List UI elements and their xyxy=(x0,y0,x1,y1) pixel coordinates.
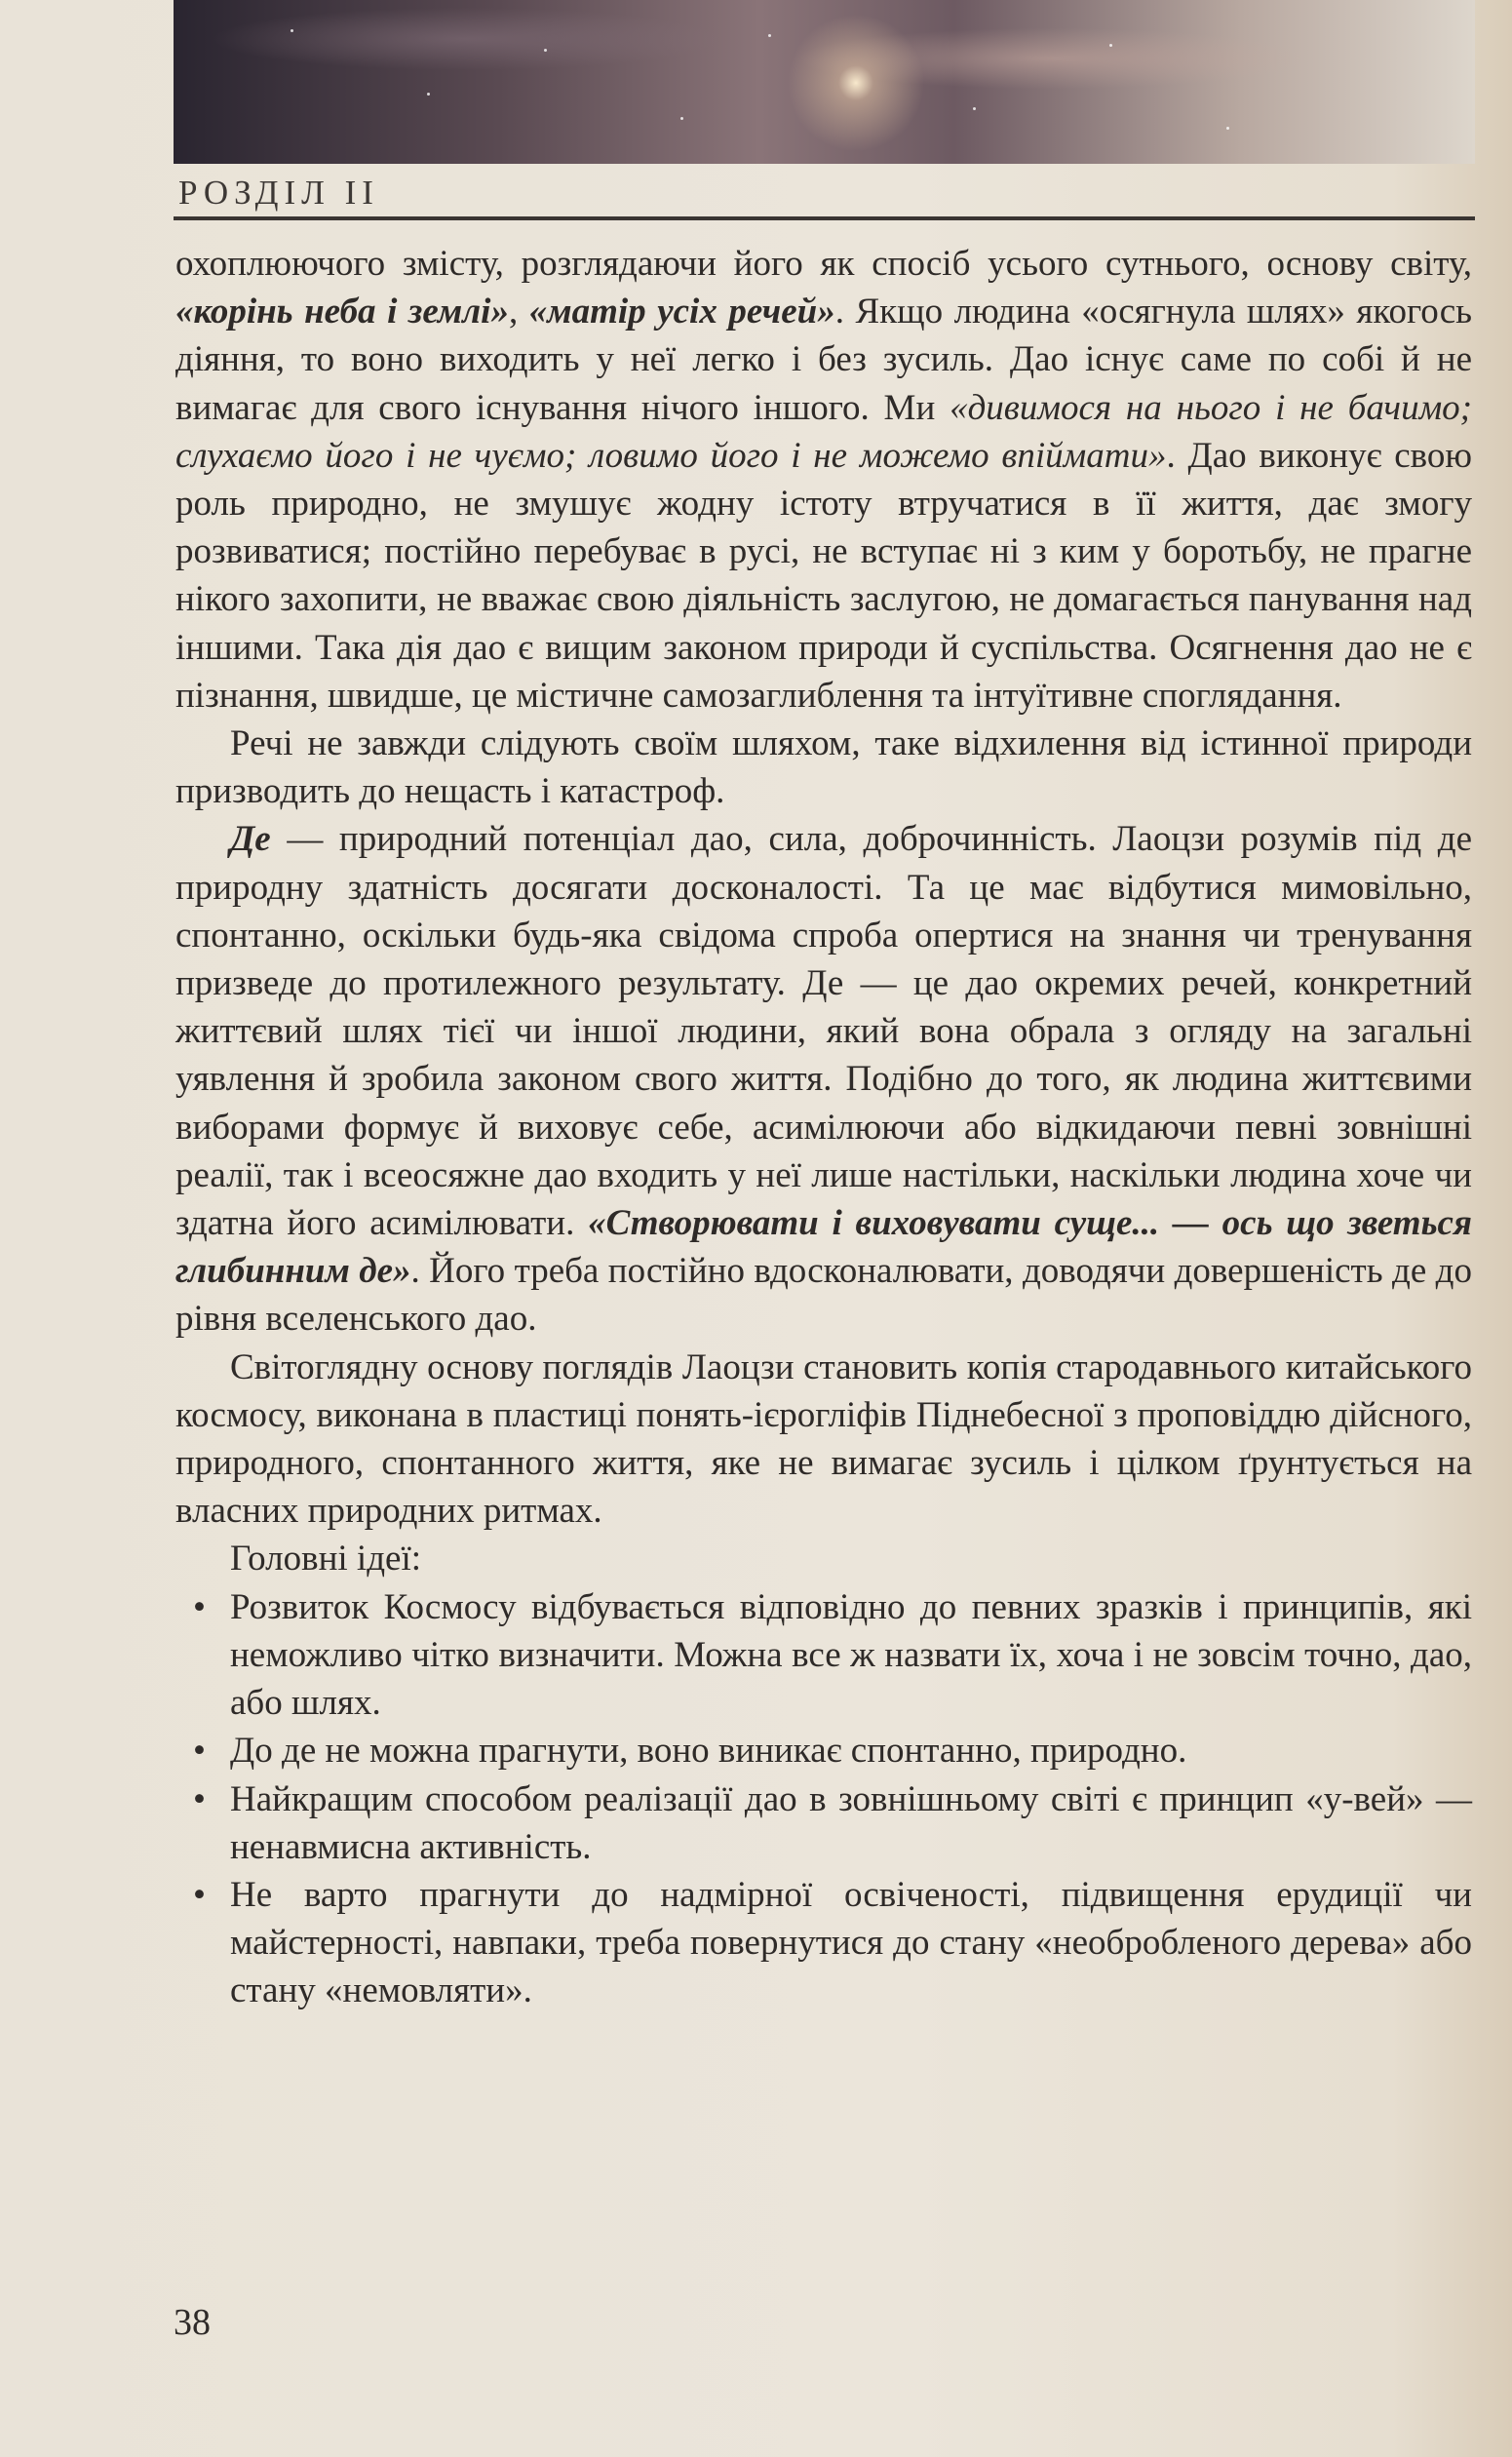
text-run: , xyxy=(508,292,529,332)
paragraph: Речі не завжди слідують своїм шляхом, таке відхилення від істинної природи призводить до нещасть і катастроф. xyxy=(175,723,1472,812)
list-item-text: Не варто прагнути до надмірної освіченості, підвищення ерудиції чи майстерності, навпаки, треба повернутися до стану «необробленого дерева» або стану «немовляти». xyxy=(230,1874,1472,2011)
paragraph: Світоглядну основу поглядів Лаоцзи становить копія стародавнього китайського космосу, виконана в пластиці понять-ієрогліфів Піднебесної з проповіддю дійсного, природного, спонтанного життя, яке не вимагає зусиль і цілком ґрунтується на власних природних ритмах. xyxy=(175,1346,1472,1532)
starfield-banner-image xyxy=(174,0,1475,164)
list-item xyxy=(175,1583,1472,1728)
list-item xyxy=(175,1775,1472,1871)
list-item-text: Найкращим способом реалізації дао в зовнішньому світі є принцип «у-вей» — ненавмисна активність. xyxy=(230,1778,1472,1867)
body-text xyxy=(175,240,1472,2015)
bullet-icon: • xyxy=(193,1874,206,1915)
list-item-text: До де не можна прагнути, воно виникає спонтанно, природно. xyxy=(230,1731,1187,1772)
text-run: . Його треба постійно вдосконалювати, доводячи довершеність де до рівня вселенського дао. xyxy=(175,1251,1472,1340)
list-item xyxy=(175,1727,1472,1774)
bullet-icon: • xyxy=(193,1731,206,1772)
header-rule xyxy=(174,216,1475,220)
quote: «матір усіх речей» xyxy=(528,292,835,332)
quote: «корінь неба і землі» xyxy=(175,292,509,332)
text-run: — природний потенціал дао, сила, доброчинність. Лаоцзи розумів під де природну здатність досягати досконалості. Та це має відбутися мимовільно, спонтанно, оскільки будь-яка свідома спроба опертися на знання чи тренування призведе до протилежного результату. Де — це дао окремих речей, конкретний життєвий шлях тієї чи іншої людини, який вона обрала з огляду на загальні уявлення й зробила законом свого життя. Подібно до того, як людина життєвими виборами формує й виховує себе, асимілюючи або відкидаючи певні зовнішні реалії, так і всеосяжне дао входить у неї лише настільки, наскільки людина хоче чи здатна його асимілювати. xyxy=(175,819,1472,1244)
text-run: . Дао виконує свою роль природно, не змушує жодну істоту втручатися в її життя, дає змогу розвиватися; постійно перебуває в русі, не вступає ні з ким у боротьбу, не прагне нікого захопити, не вважає свою діяльність заслугою, не домагається панування над іншими. Така дія дао є вищим законом природи й суспільства. Осягнення дао не є пізнання, швидше, це містичне самозаглиблення та інтуїтивне споглядання. xyxy=(175,435,1472,716)
bullet-icon: • xyxy=(193,1586,206,1627)
ideas-heading: Головні ідеї: xyxy=(230,1539,422,1580)
term-de: Де xyxy=(230,819,271,860)
list-item xyxy=(175,1871,1472,2015)
page-number: 38 xyxy=(174,2302,211,2343)
list-item-text: Розвиток Космосу відбувається відповідно до певних зразків і принципів, які неможливо чітко визначити. Можна все ж назвати їх, хоча і не зовсім точно, дао, або шлях. xyxy=(230,1586,1472,1724)
quote: «Створювати і виховувати суще... — ось що зветься глибинним де» xyxy=(175,1203,1472,1292)
bullet-icon: • xyxy=(193,1778,206,1819)
paragraph xyxy=(175,240,1472,720)
text-run: охоплюючого змісту, розглядаючи його як спосіб усього сутнього, основу світу, xyxy=(175,244,1472,284)
paragraph xyxy=(175,815,1472,1343)
quote: «дивимося на нього і не бачимо; слухаємо його і не чуємо; ловимо його і не можемо впіймати» xyxy=(175,387,1473,476)
section-label: РОЗДІЛ II xyxy=(178,174,379,212)
text-run: . Якщо людина «осягнула шлях» якогось діяння, то воно виходить у неї легко і без зусиль. Дао існує саме по собі й не вимагає для свого існування нічого іншого. Ми xyxy=(175,292,1472,428)
ideas-list xyxy=(175,1583,1472,2015)
